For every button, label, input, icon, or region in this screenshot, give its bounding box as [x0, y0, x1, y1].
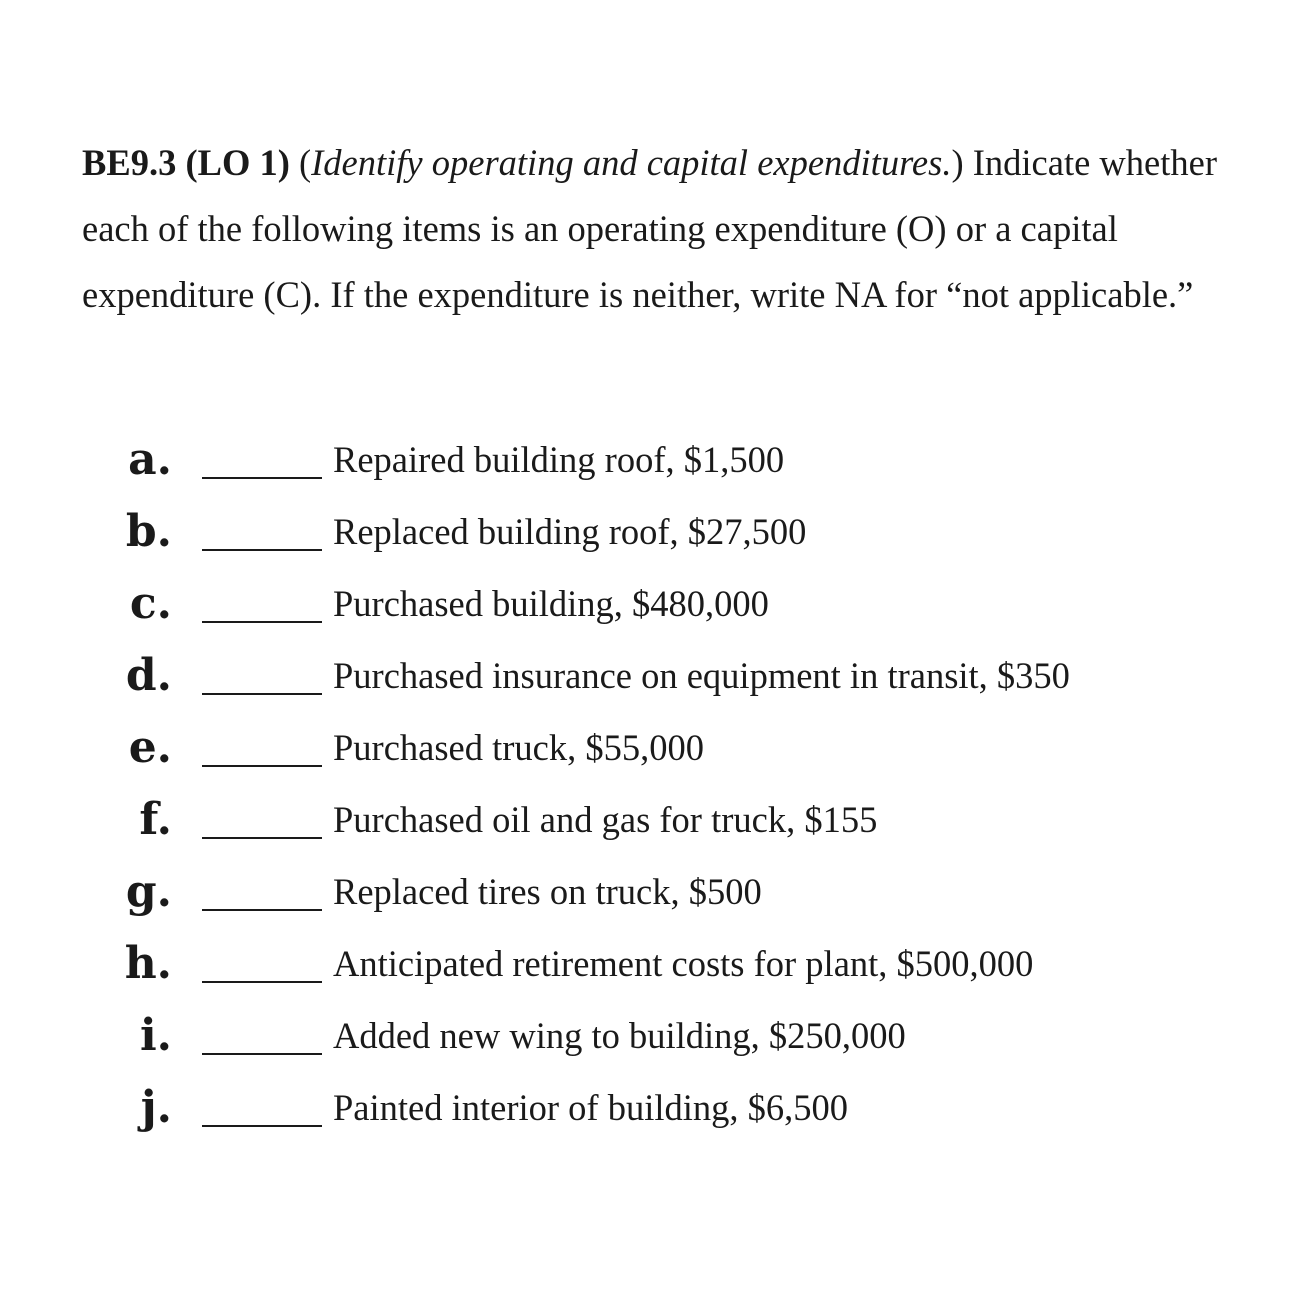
item-description: Added new wing to building, $250,000 [333, 1015, 906, 1056]
item-letter: f. [139, 794, 172, 845]
item-letter: i. [139, 1010, 172, 1061]
item-letter: c. [129, 578, 172, 629]
list-item [82, 502, 1262, 574]
exercise-intro: BE9.3 (LO 1) (Identify operating and capital expenditures.) Indicate whether each of the following items is an operating expenditure (O) or a capital expenditure (C). If the expenditure is neither, write NA for “not applicable.” [82, 142, 1217, 315]
item-letter: g. [125, 866, 172, 917]
item-letter: h. [124, 938, 172, 989]
learning-objective: (LO 1) [185, 142, 290, 183]
exercise-code: BE9.3 [82, 142, 177, 183]
item-description: Purchased truck, $55,000 [333, 727, 705, 768]
exercise-topic: Identify operating and capital expenditures. [311, 142, 952, 183]
item-description: Painted interior of building, $6,500 [333, 1087, 848, 1128]
item-letter: e. [128, 722, 172, 773]
list-item [82, 862, 1262, 934]
list-item [82, 646, 1262, 718]
answer-blank[interactable] [202, 1053, 322, 1055]
answer-blank[interactable] [202, 837, 322, 839]
item-description: Repaired building roof, $1,500 [333, 439, 785, 480]
item-description: Replaced tires on truck, $500 [333, 871, 762, 912]
list-item [82, 430, 1262, 502]
list-item [82, 574, 1262, 646]
answer-blank[interactable] [202, 1125, 322, 1127]
list-item [82, 718, 1262, 790]
item-list [82, 430, 1262, 1150]
list-item [82, 1006, 1262, 1078]
item-description: Purchased insurance on equipment in transit, $350 [333, 655, 1070, 696]
answer-blank[interactable] [202, 765, 322, 767]
item-letter: j. [140, 1082, 172, 1133]
item-letter: b. [125, 506, 172, 557]
item-letter: a. [128, 434, 172, 485]
list-item [82, 790, 1262, 862]
answer-blank[interactable] [202, 909, 322, 911]
item-letter: d. [125, 650, 172, 701]
item-description: Replaced building roof, $27,500 [333, 511, 807, 552]
item-description: Purchased oil and gas for truck, $155 [333, 799, 878, 840]
item-description: Anticipated retirement costs for plant, $500,000 [333, 943, 1034, 984]
list-item [82, 1078, 1262, 1150]
answer-blank[interactable] [202, 981, 322, 983]
exercise-block [82, 130, 1262, 1133]
answer-blank[interactable] [202, 477, 322, 479]
answer-blank[interactable] [202, 549, 322, 551]
item-description: Purchased building, $480,000 [333, 583, 769, 624]
answer-blank[interactable] [202, 621, 322, 623]
list-item [82, 934, 1262, 1006]
answer-blank[interactable] [202, 693, 322, 695]
exercise-instructions: Indicate whether each of the following items is an operating expenditure (O) or a capital expenditure (C). If the expenditure is neither, write NA for “not applicable.” [82, 142, 1217, 315]
